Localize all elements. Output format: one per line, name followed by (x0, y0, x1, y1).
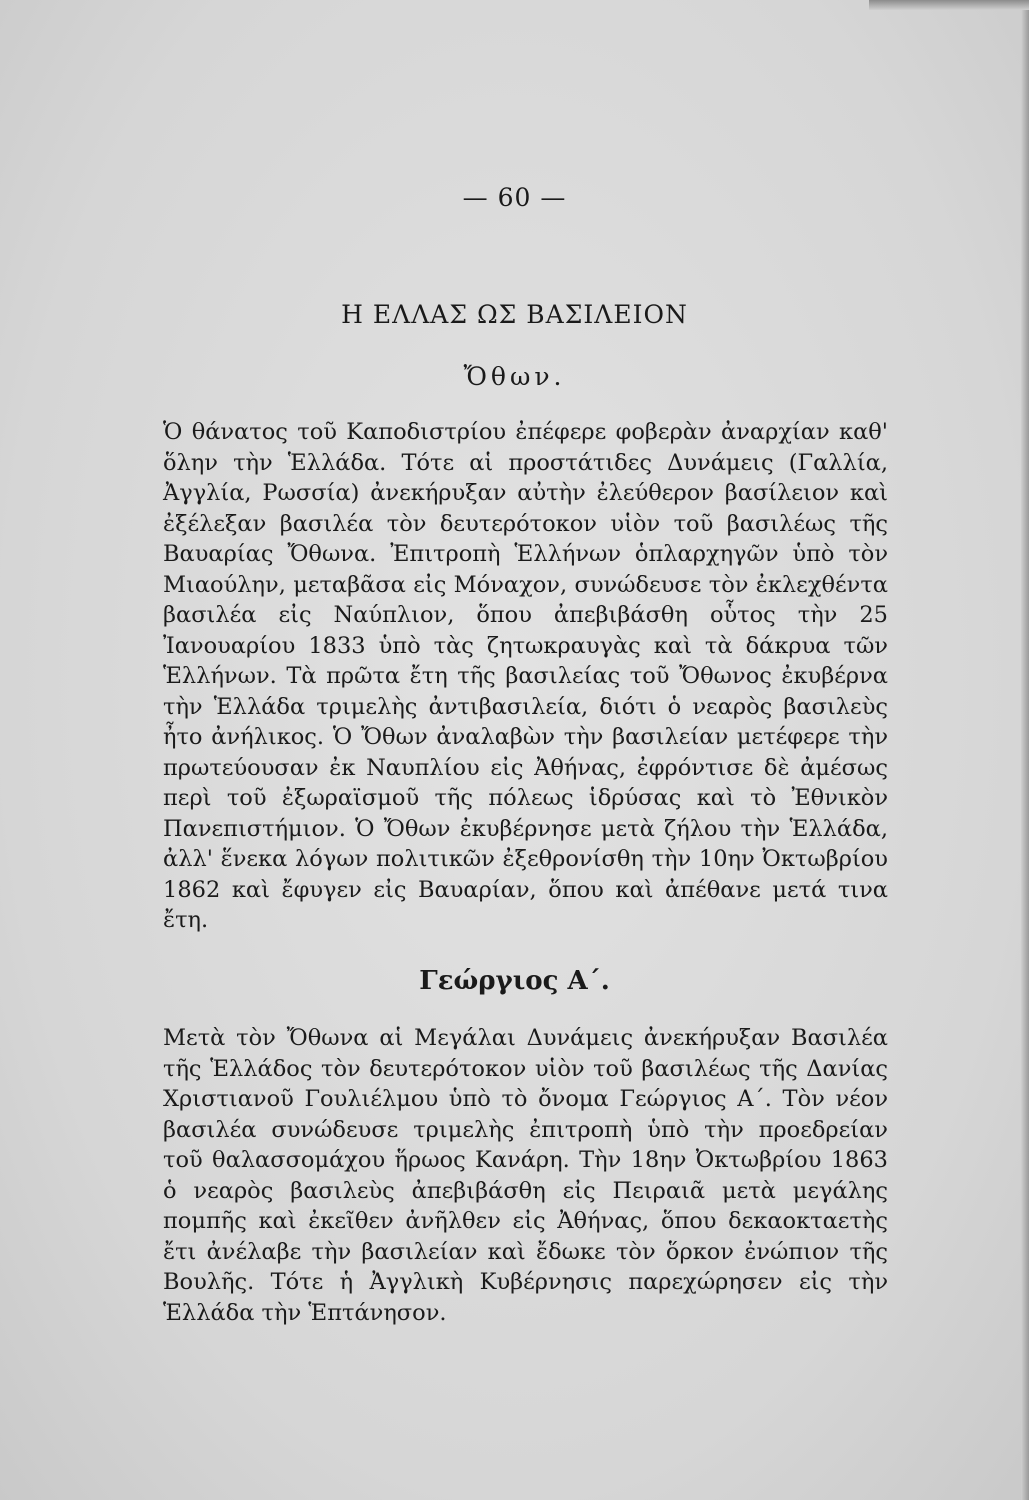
page-edge-shadow (1021, 0, 1029, 1500)
page-number: — 60 — (462, 183, 567, 212)
paragraph-georgios: Μετὰ τὸν Ὄθωνα αἱ Μεγάλαι Δυνάμεις ἀνεκήρυξαν Βασιλέα τῆς Ἑλλάδος τὸν δευτερότοκον υἱὸν τοῦ βασιλέως τῆς Δανίας Χριστιανοῦ Γουλιέλμου ὑπὸ τὸ ὄνομα Γεώργιος Α΄. Τὸν νέον βασιλέα συνώδευσε τριμελὴς ἐπιτροπὴ ὑπὸ τὴν προεδρείαν τοῦ θαλασσομάχου ἥρωος Κανάρη. Τὴν 18ην Ὀκτωβρίου 1863 ὁ νεαρὸς βασιλεὺς ἀπεβιβάσθη εἰς Πειραιᾶ μετὰ μεγάλης πομπῆς καὶ ἐκεῖθεν ἀνῆλθεν εἰς Ἀθήνας, ὅπου δεκαοκταετὴς ἔτι ἀνέλαβε τὴν βασιλείαν καὶ ἔδωκε τὸν ὅρκον ἐνώπιον τῆς Βουλῆς. Τότε ἡ Ἀγγλικὴ Κυβέρνησις παρεχώρησεν εἰς τὴν Ἑλλάδα τὴν Ἑπτάνησον. (163, 1025, 888, 1326)
section-title-georgios: Γεώργιος Α΄. (419, 966, 610, 996)
section-title-othon: Ὄθων. (463, 362, 566, 391)
page-corner-shadow (869, 0, 1029, 10)
paragraph-othon: Ὁ θάνατος τοῦ Καποδιστρίου ἐπέφερε φοβερὰν ἀναρχίαν καθ' ὅλην τὴν Ἑλλάδα. Τότε αἱ προστάτιδες Δυνάμεις (Γαλλία, Ἀγγλία, Ρωσσία) ἀνεκήρυξαν αὐτὴν ἐλεύθερον βασίλειον καὶ ἐξέλεξαν βασιλέα τὸν δευτερότοκον υἱὸν τοῦ βασιλέως τῆς Βαυαρίας Ὄθωνα. Ἐπιτροπὴ Ἑλλήνων ὁπλαρχηγῶν ὑπὸ τὸν Μιαούλην, μεταβᾶσα εἰς Μόναχον, συνώδευσε τὸν ἐκλεχθέντα βασιλέα εἰς Ναύπλιον, ὅπου ἀπεβιβάσθη οὗτος τὴν 25 Ἰανουαρίου 1833 ὑπὸ τὰς ζητωκραυγὰς καὶ τὰ δάκρυα τῶν Ἑλλήνων. Τὰ πρῶτα ἔτη τῆς βασιλείας τοῦ Ὄθωνος ἐκυβέρνα τὴν Ἑλλάδα τριμελὴς ἀντιβασιλεία, διότι ὁ νεαρὸς βασιλεὺς ἦτο ἀνήλικος. Ὁ Ὄθων ἀναλαβὼν τὴν βασιλείαν μετέφερε τὴν πρωτεύουσαν ἐκ Ναυπλίου εἰς Ἀθήνας, ἐφρόντισε δὲ ἀμέσως περὶ τοῦ ἐξωραϊσμοῦ τῆς πόλεως ἱδρύσας καὶ τὸ Ἐθνικὸν Πανεπιστήμιον. Ὁ Ὄθων ἐκυβέρνησε μετὰ ζήλου τὴν Ἑλλάδα, ἀλλ' ἕνεκα λόγων πολιτικῶν ἐξεθρονίσθη τὴν 10ην Ὀκτωβρίου 1862 καὶ ἔφυγεν εἰς Βαυαρίαν, ὅπου καὶ ἀπέθανε μετά τινα ἔτη. (163, 419, 888, 933)
chapter-heading: Η ΕΛΛΑΣ ΩΣ ΒΑΣΙΛΕΙΟΝ (341, 300, 688, 329)
